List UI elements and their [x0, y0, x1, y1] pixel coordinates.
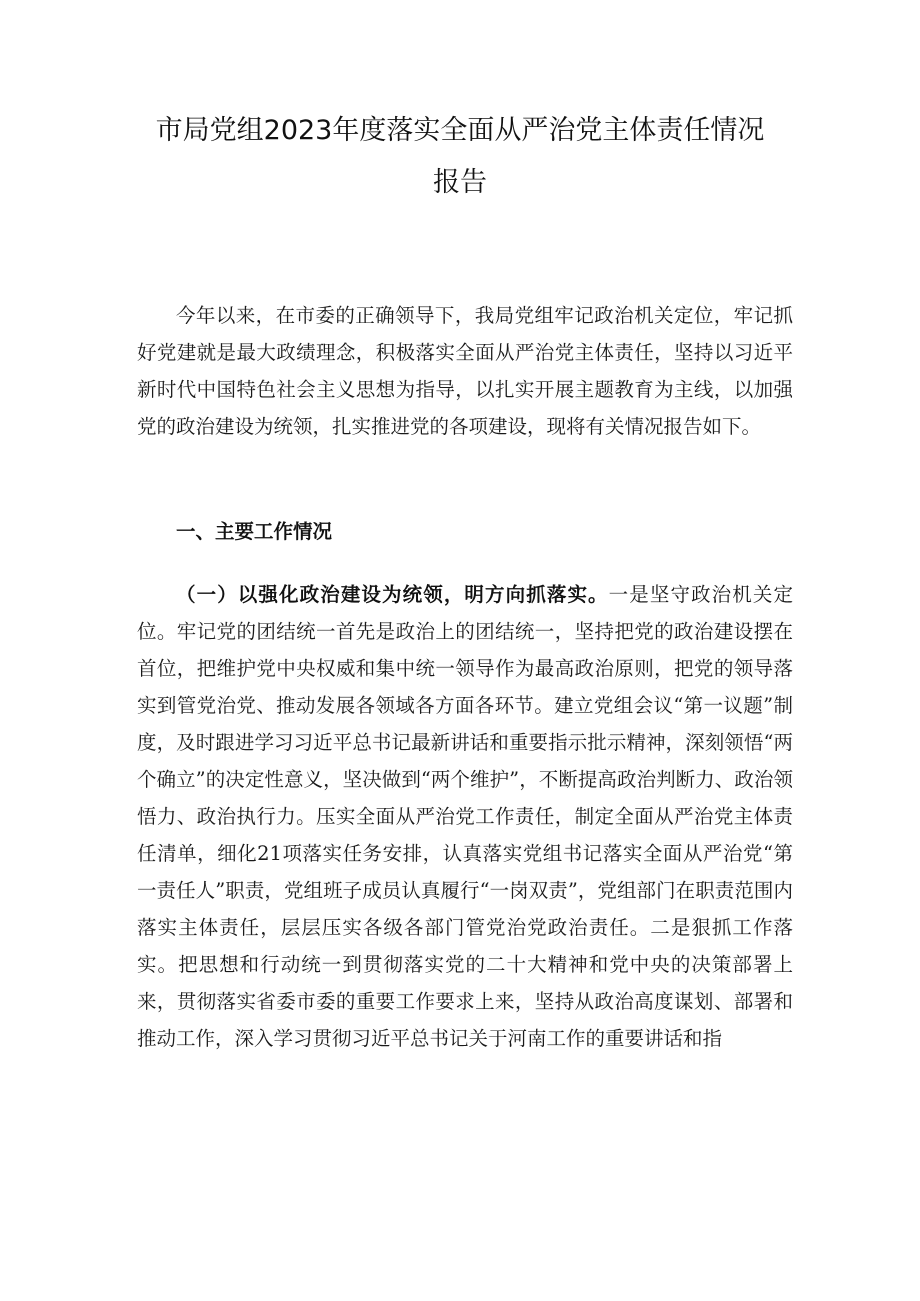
document-title-line-1: 市局党组2023年度落实全面从严治党主体责任情况 [155, 115, 765, 146]
document-title-line-2: 报告 [433, 167, 487, 198]
subsection-paragraph-political-building [137, 576, 793, 1057]
intro-paragraph: 今年以来，在市委的正确领导下，我局党组牢记政治机关定位，牢记抓好党建就是最大政绩理念，积极落实全面从严治党主体责任，坚持以习近平新时代中国特色社会主义思想为指导，以扎实开展主题教育为主线，以加强党的政治建设为统领，扎实推进党的各项建设，现将有关情况报告如下。 [137, 304, 793, 438]
subsection-heading-political-building: （一）以强化政治建设为统领，明方向抓落实。 [176, 583, 609, 606]
section-heading-main-work: 一、主要工作情况 [176, 520, 333, 543]
subsection-body-political-building: 一是坚守政治机关定位。牢记党的团结统一首先是政治上的团结统一，坚持把党的政治建设摆在首位，把维护党中央权威和集中统一领导作为最高政治原则，把党的领导落实到管党治党、推动发展各领域各方面各环节。建立党组会议“第一议题”制度，及时跟进学习习近平总书记最新讲话和重要指示批示精神，深刻领悟“两个确立”的决定性意义，坚决做到“两个维护”，不断提高政治判断力、政治领悟力、政治执行力。压实全面从严治党工作责任，制定全面从严治党主体责任清单，细化21项落实任务安排，认真落实党组书记落实全面从严治党“第一责任人”职责，党组班子成员认真履行“一岗双责”，党组部门在职责范围内落实主体责任，层层压实各级各部门管党治党政治责任。二是狠抓工作落实。把思想和行动统一到贯彻落实党的二十大精神和党中央的决策部署上来，贯彻落实省委市委的重要工作要求上来，坚持从政治高度谋划、部署和推动工作，深入学习贯彻习近平总书记关于河南工作的重要讲话和指 [137, 583, 793, 1050]
